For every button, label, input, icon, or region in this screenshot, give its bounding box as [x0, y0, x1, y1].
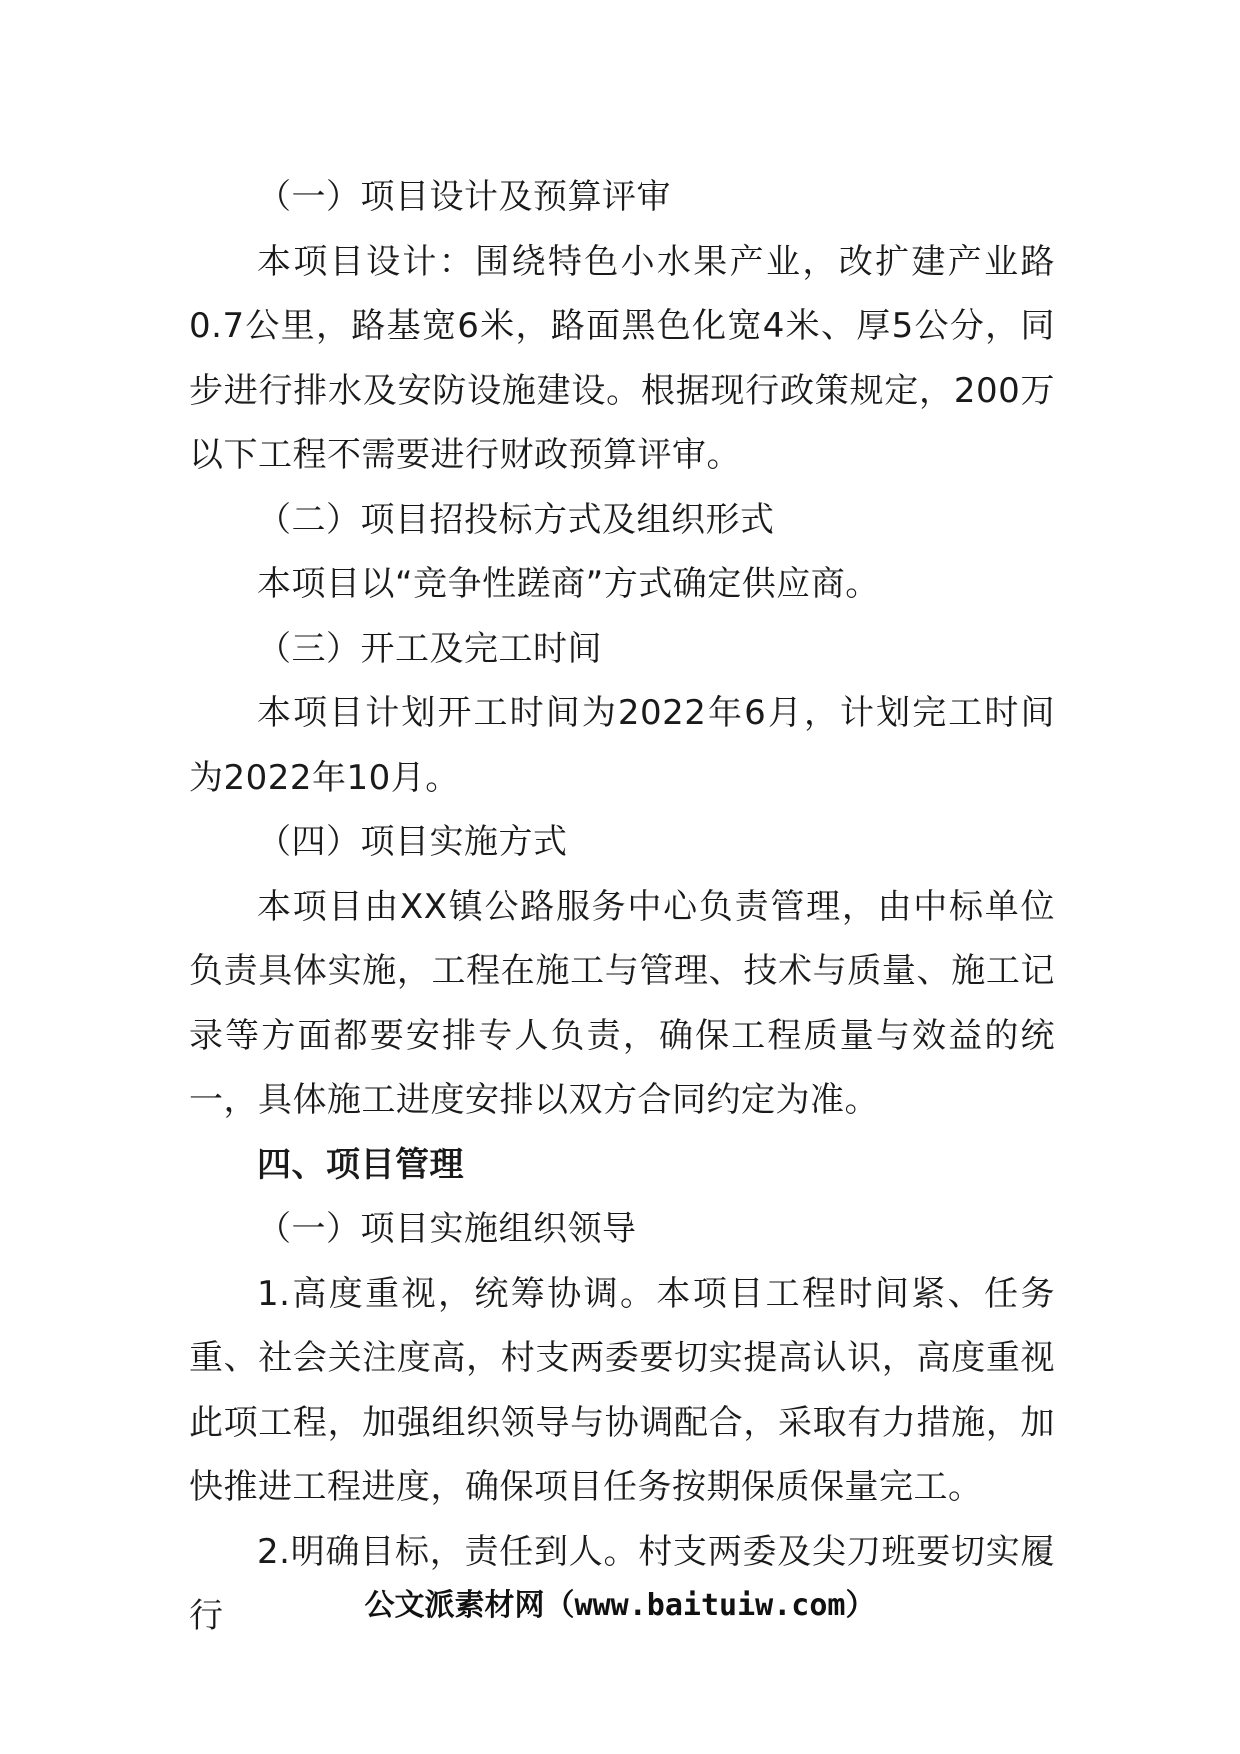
section-heading-management: 四、项目管理 [257, 1144, 464, 1185]
heading-bidding: （二）项目招投标方式及组织形式 [257, 499, 775, 540]
paragraph-leadership-1: 1.高度重视，统筹协调。本项目工程时间紧、任务重、社会关注度高，村支两委要切实提高认识，高度重视此项工程，加强组织领导与协调配合，采取有力措施，加快推进工程进度，确保项目任务按期保质保量完工。 [189, 1273, 1055, 1507]
heading-implementation: （四）项目实施方式 [257, 822, 568, 862]
paragraph-implementation: 本项目由XX镇公路服务中心负责管理，由中标单位负责具体实施，工程在施工与管理、技术与质量、施工记录等方面都要安排专人负责，确保工程质量与效益的统一，具体施工进度安排以双方合同约定为准。 [189, 886, 1055, 1120]
paragraph-schedule: 本项目计划开工时间为2022年6月，计划完工时间为2022年10月。 [189, 693, 1055, 798]
paragraph-bidding: 本项目以“竞争性蹉商”方式确定供应商。 [257, 564, 880, 604]
footer-site-name: 公文派素材网 [364, 1588, 545, 1623]
paragraph-leadership-2: 2.明确目标，责任到人。村支两委及尖刀班要切实履行 [189, 1531, 1055, 1636]
paragraph-design: 本项目设计：围绕特色小水果产业，改扩建产业路0.7公里，路基宽6米，路面黑色化宽4米、厚5公分，同步进行排水及安防设施建设。根据现行政策规定，200万以下工程不需要进行财政预算评审。 [189, 241, 1055, 475]
footer-url: （www.baituiw.com） [544, 1588, 876, 1623]
heading-schedule: （三）开工及完工时间 [257, 628, 602, 669]
heading-leadership: （一）项目实施组织领导 [257, 1209, 637, 1249]
document-body [189, 165, 1055, 1649]
footer-watermark [0, 1580, 1240, 1624]
heading-design-budget: （一）项目设计及预算评审 [257, 177, 671, 217]
